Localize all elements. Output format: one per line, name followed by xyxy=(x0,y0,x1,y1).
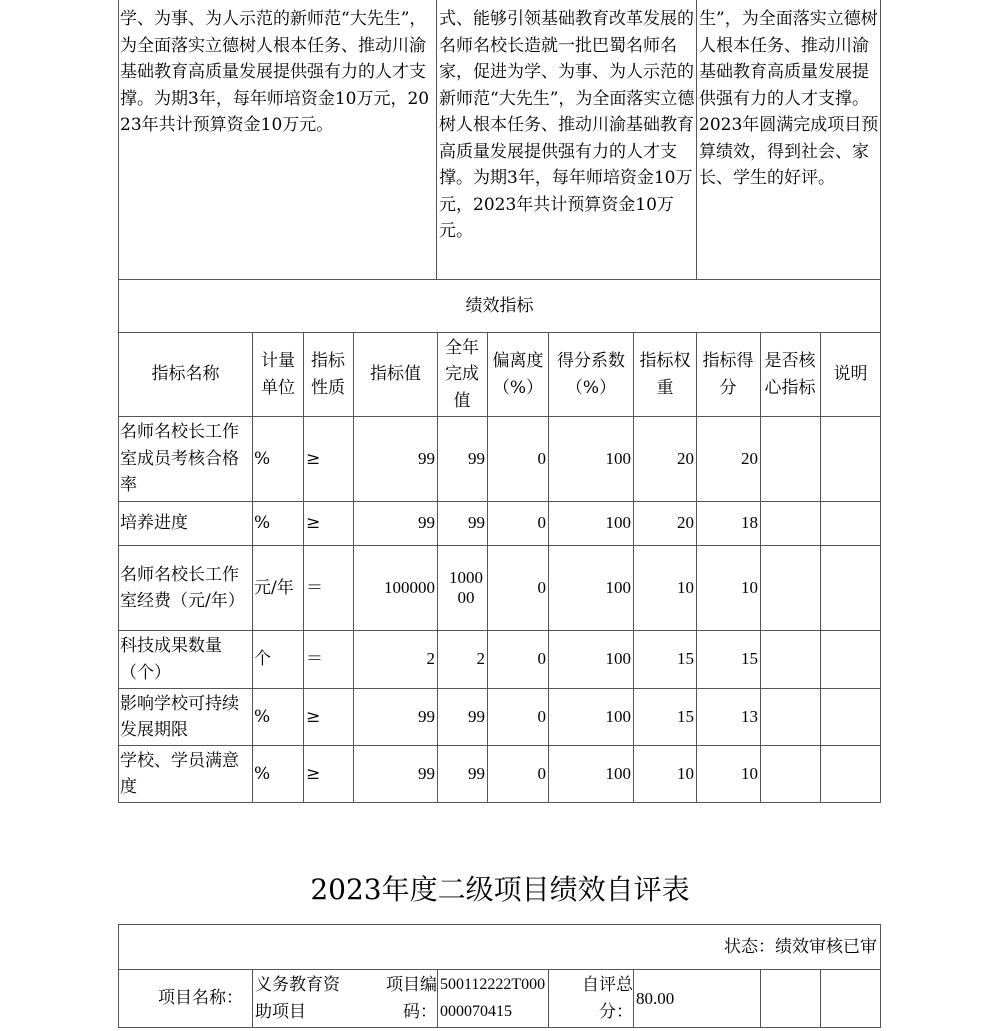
row-value: 99 xyxy=(418,763,435,783)
header-note: 说明 xyxy=(833,364,868,385)
row-core xyxy=(761,546,820,630)
self-score-value: 80.00 xyxy=(636,989,675,1008)
row-complete: 99 xyxy=(468,513,485,533)
row-deviation: 0 xyxy=(537,448,546,468)
status-text: 状态：绩效审核已审 xyxy=(724,936,877,957)
row-note xyxy=(821,689,880,745)
row-deviation: 0 xyxy=(537,649,546,669)
row-value: 100000 xyxy=(384,577,435,597)
row-value: 99 xyxy=(418,706,435,726)
row-value: 99 xyxy=(418,448,435,468)
row-deviation: 0 xyxy=(537,706,546,726)
row-nature: ≥ xyxy=(306,706,321,727)
target-text-col3: 生”，为全面落实立德树人根本任务、推动川渝基础教育高质量发展提供强有力的人才支撑。2023年圆满完成项目预算绩效，得到社会、家长、学生的好评。 xyxy=(699,9,879,188)
row-note xyxy=(821,417,880,501)
row-deviation: 0 xyxy=(537,577,546,597)
row-nature: ＝ xyxy=(306,577,323,598)
row-core xyxy=(761,502,820,545)
row-weight: 10 xyxy=(677,763,694,783)
row-nature: ≥ xyxy=(306,448,321,469)
row-unit: 个 xyxy=(254,649,271,670)
page-title: 2023年度二级项目绩效自评表 xyxy=(310,873,690,906)
row-core xyxy=(761,631,820,688)
row-weight: 20 xyxy=(677,513,694,533)
section-title: 绩效指标 xyxy=(465,295,534,316)
row-score: 15 xyxy=(741,649,758,669)
row-unit: % xyxy=(254,448,271,469)
row-weight: 15 xyxy=(677,706,694,726)
row-value: 99 xyxy=(418,513,435,533)
header-nature: 指标性质 xyxy=(311,351,345,398)
row-weight: 10 xyxy=(677,577,694,597)
project-name-value: 义务教育资助项目 xyxy=(255,975,340,1022)
project-code-label: 项目编码： xyxy=(386,975,437,1022)
row-note xyxy=(821,746,880,802)
row-score: 20 xyxy=(741,448,758,468)
row-core xyxy=(761,417,820,501)
row-unit: % xyxy=(254,513,271,534)
row-coef: 100 xyxy=(605,577,631,597)
row-score: 13 xyxy=(741,706,758,726)
row-complete: 2 xyxy=(476,649,485,669)
row-core xyxy=(761,746,820,802)
header-value: 指标值 xyxy=(370,364,421,385)
row-complete: 100000 xyxy=(449,568,483,607)
row-name: 名师名校长工作室成员考核合格率 xyxy=(120,422,239,496)
row-weight: 20 xyxy=(677,448,694,468)
row-name: 培养进度 xyxy=(120,513,188,534)
row-core xyxy=(761,689,820,745)
row-unit: % xyxy=(254,763,271,784)
row-unit: 元/年 xyxy=(254,577,294,598)
target-text-col2: 式、能够引领基础教育改革发展的名师名校长造就一批巴蜀名师名家，促进为学、为事、为人示范的新师范“大先生”，为全面落实立德树人根本任务、推动川渝基础教育高质量发展提供强有力的人才支撑。为期3年，每年师培资金10万元，2023年共计预算资金10万元。 xyxy=(439,9,695,241)
header-weight: 指标权重 xyxy=(639,351,691,398)
header-score: 指标得分 xyxy=(702,351,754,398)
project-code-value: 500112222T000000070415 xyxy=(440,976,546,1020)
row-score: 10 xyxy=(741,577,758,597)
row-deviation: 0 xyxy=(537,763,546,783)
row-complete: 99 xyxy=(468,448,485,468)
row-note xyxy=(821,546,880,630)
row-coef: 100 xyxy=(605,706,631,726)
row-unit: % xyxy=(254,706,271,727)
header-coef: 得分系数（%） xyxy=(557,351,625,398)
target-text-col1: 学、为事、为人示范的新师范“大先生”，为全面落实立德树人根本任务、推动川渝基础教育高质量发展提供强有力的人才支撑。为期3年，每年师培资金10万元，2023年共计预算资金10万元。 xyxy=(120,9,430,135)
row-note xyxy=(821,502,880,545)
row-complete: 99 xyxy=(468,706,485,726)
row-deviation: 0 xyxy=(537,513,546,533)
row-nature: ≥ xyxy=(306,763,321,784)
self-score-label: 自评总分： xyxy=(582,975,633,1022)
project-name-label: 项目名称： xyxy=(158,988,243,1009)
row-complete: 99 xyxy=(468,763,485,783)
row-name: 科技成果数量（个） xyxy=(120,636,222,683)
header-unit: 计量单位 xyxy=(261,351,295,398)
row-coef: 100 xyxy=(605,763,631,783)
row-name: 名师名校长工作室经费（元/年） xyxy=(120,564,245,611)
header-name: 指标名称 xyxy=(151,364,220,385)
row-nature: ≥ xyxy=(306,513,321,534)
row-score: 10 xyxy=(741,763,758,783)
row-name: 学校、学员满意度 xyxy=(120,750,239,797)
row-note xyxy=(821,631,880,688)
row-nature: ＝ xyxy=(306,649,323,670)
row-coef: 100 xyxy=(605,448,631,468)
row-score: 18 xyxy=(741,513,758,533)
row-weight: 15 xyxy=(677,649,694,669)
row-coef: 100 xyxy=(605,513,631,533)
row-name: 影响学校可持续发展期限 xyxy=(120,693,239,740)
row-value: 2 xyxy=(426,649,435,669)
header-complete: 全年完成值 xyxy=(445,337,479,411)
header-core: 是否核心指标 xyxy=(764,351,816,398)
header-deviation: 偏离度（%） xyxy=(492,351,544,398)
row-coef: 100 xyxy=(605,649,631,669)
